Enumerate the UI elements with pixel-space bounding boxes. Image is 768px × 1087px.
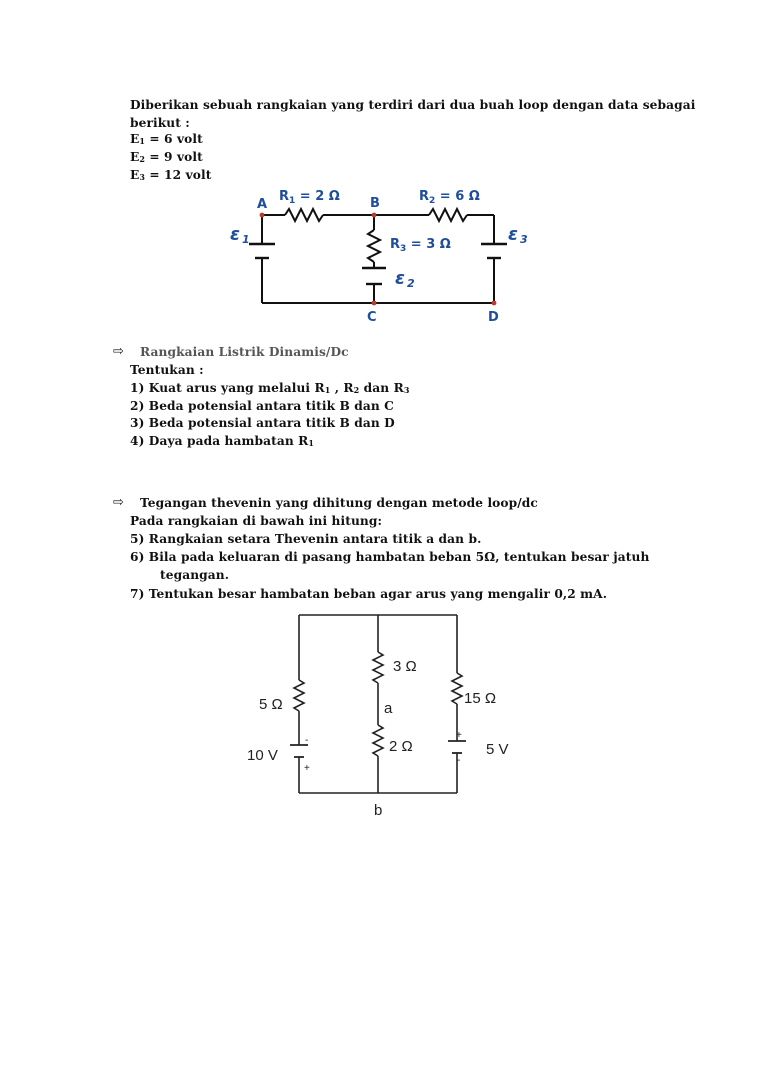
label-5v: 5 V: [486, 741, 509, 758]
circuit-2-batteries: [290, 741, 466, 757]
label-2-ohm: 2 Ω: [389, 738, 413, 755]
node-d-dot: [492, 301, 497, 306]
intro-line-2: berikut :: [130, 116, 190, 130]
question-2: 2) Beda potensial antara titik B dan C: [130, 399, 394, 413]
label-5-ohm: 5 Ω: [259, 696, 283, 713]
resistor-15-ohm: [452, 673, 462, 704]
question-4: 4) Daya pada hambatan $R_1$: [130, 434, 315, 448]
label-15-ohm: 15 Ω: [464, 690, 497, 707]
resistor-r1: [285, 209, 323, 221]
label-node-a: A: [257, 197, 268, 212]
label-r1: $R_1 = 2$ Ω: [279, 189, 340, 206]
circuit-diagram-1: [225, 185, 535, 325]
circuit-1-emf-labels: [230, 224, 528, 290]
label-emf-3: ε 3: [508, 224, 528, 246]
node-c-dot: [372, 301, 377, 306]
resistor-2-ohm: [373, 725, 383, 756]
node-a-dot: [260, 213, 265, 218]
resistor-3-ohm: [373, 652, 383, 683]
label-node-b: b: [374, 802, 383, 819]
question-5: 5) Rangkaian setara Thevenin antara titik a dan b.: [130, 532, 482, 546]
polarity-plus-left: +: [304, 763, 310, 774]
emf-value-3: $E_3 = 12$ volt: [130, 168, 212, 182]
section-1-heading: Rangkaian Listrik Dinamis/Dc: [140, 345, 349, 359]
label-node-b: B: [370, 196, 380, 211]
label-r2: $R_2 = 6$ Ω: [419, 189, 480, 206]
label-10v: 10 V: [247, 747, 278, 764]
intro-line-1: Diberikan sebuah rangkaian yang terdiri dari dua buah loop dengan data sebagai: [130, 98, 696, 112]
label-node-a: a: [384, 700, 393, 717]
question-3: 3) Beda potensial antara titik B dan D: [130, 416, 395, 430]
label-node-c: C: [367, 310, 377, 325]
resistor-5-ohm: [294, 680, 304, 711]
polarity-plus-right: +: [456, 730, 462, 741]
polarity-minus-left: -: [305, 735, 309, 746]
circuit-1-wires: [262, 209, 494, 303]
label-3-ohm: 3 Ω: [393, 658, 417, 675]
resistor-r2: [429, 209, 467, 221]
arrow-bullet-icon: ⇨: [113, 495, 124, 510]
label-r3: $R_3 = 3$ Ω: [390, 237, 451, 254]
arrow-bullet-icon: ⇨: [113, 344, 124, 359]
emf-value-1: $E_1 = 6$ volt: [130, 132, 203, 146]
circuit-2-wires: [294, 615, 462, 793]
polarity-minus-right: -: [457, 755, 461, 766]
section-1-tentukan: Tentukan :: [130, 363, 204, 377]
circuit-diagram-2: [240, 605, 520, 820]
label-node-d: D: [488, 310, 499, 325]
resistor-r3: [368, 230, 380, 262]
section-2-heading: Tegangan thevenin yang dihitung dengan metode loop/dc: [140, 496, 538, 510]
question-1: 1) Kuat arus yang melalui $R_1$ , $R_2$ dan $R_3$: [130, 381, 410, 395]
emf-value-2: $E_2 = 9$ volt: [130, 150, 203, 164]
label-emf-1: ε 1: [230, 224, 250, 246]
question-7: 7) Tentukan besar hambatan beban agar arus yang mengalir 0,2 mA.: [130, 587, 608, 601]
node-b-dot: [372, 213, 377, 218]
section-2-intro: Pada rangkaian di bawah ini hitung:: [130, 514, 383, 528]
question-6-continued: tegangan.: [160, 568, 230, 582]
question-6: 6) Bila pada keluaran di pasang hambatan beban 5Ω, tentukan besar jatuh: [130, 550, 650, 564]
label-emf-2: ε 2: [395, 268, 415, 290]
